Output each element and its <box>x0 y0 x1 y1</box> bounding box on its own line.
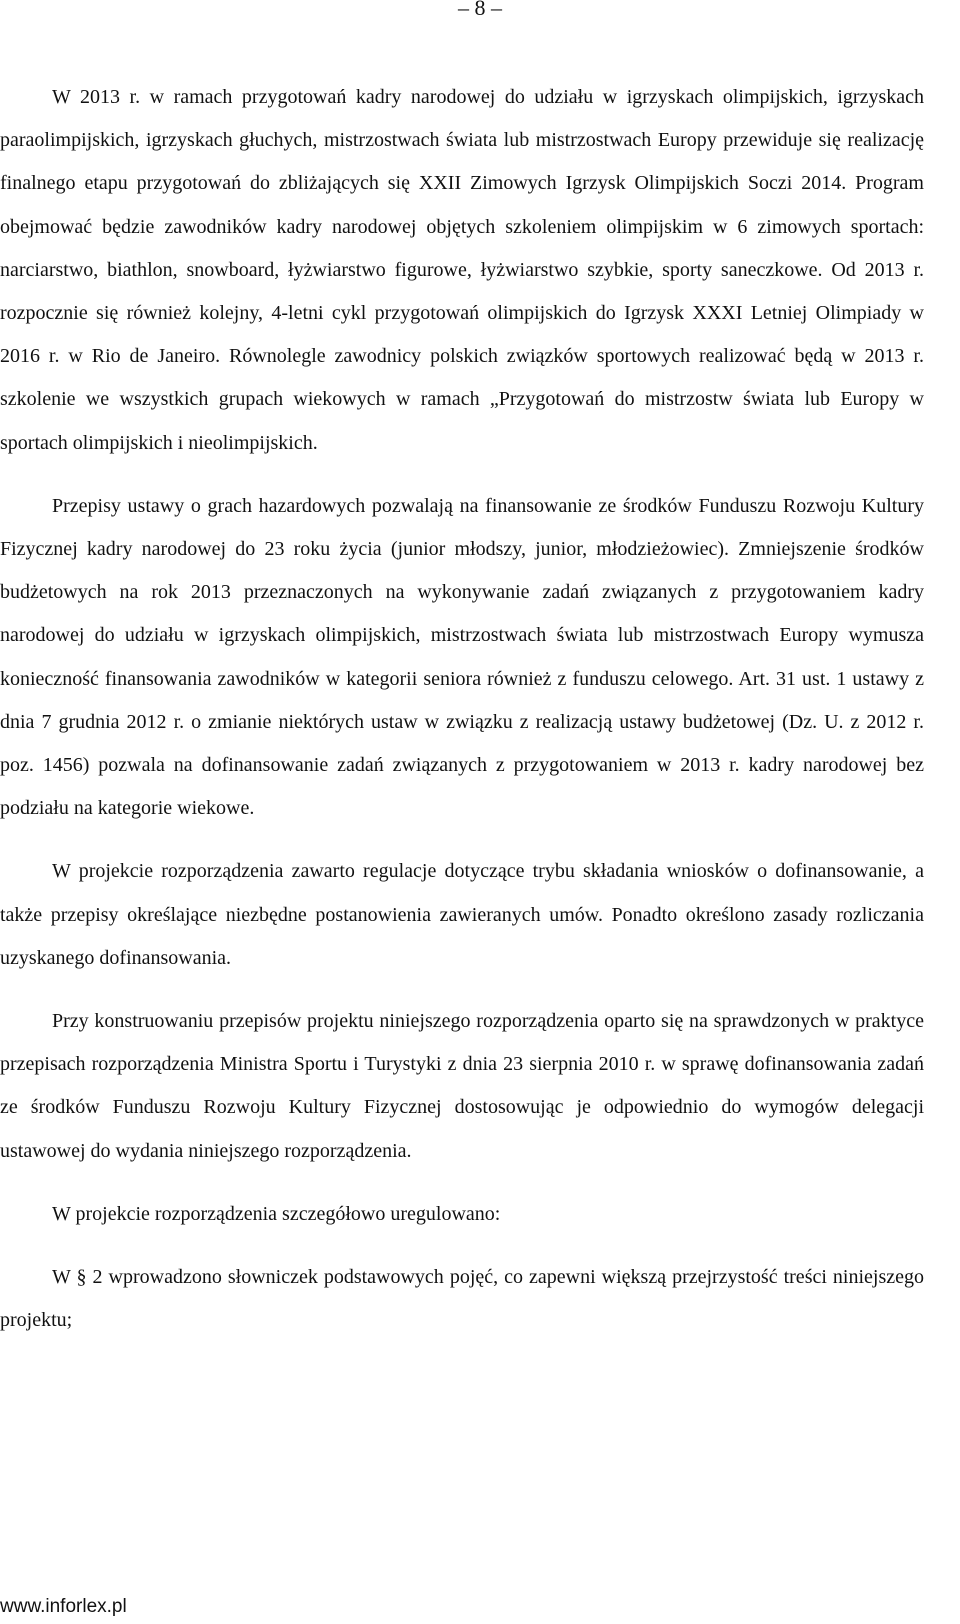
paragraph-gambling-act-funding: Przepisy ustawy o grach hazardowych pozwalają na finansowanie ze środków Funduszu Rozwoju Kultury Fizycznej kadry narodowej do 23 roku życia (junior młodszy, junior, młodzieżowiec). Zmniejszenie środków budżetowych na rok 2013 przeznaczonych na wykonywanie zadań związanych z przygotowaniem kadry narodowej do udziału w igrzyskach olimpijskich, mistrzostwach świata lub mistrzostwach Europy wymusza konieczność finansowania zawodników w kategorii seniora również z funduszu celowego. Art. 31 ust. 1 ustawy z dnia 7 grudnia 2012 r. o zmianie niektórych ustaw w związku z realizacją ustawy budżetowej (Dz. U. z 2012 r. poz. 1456) pozwala na dofinansowanie zadań związanych z przygotowaniem w 2013 r. kadry narodowej bez podziału na kategorie wiekowe. <box>0 494 924 820</box>
page-number: – 8 – <box>458 0 502 20</box>
paragraph-detailed-regulation-intro: W projekcie rozporządzenia szczegółowo uregulowano: <box>52 1202 501 1225</box>
paragraph-section-2-glossary: W § 2 wprowadzono słowniczek podstawowych pojęć, co zapewni większą przejrzystość treści niniejszego projektu; <box>0 1266 924 1332</box>
paragraph-previous-regulation: Przy konstruowaniu przepisów projektu niniejszego rozporządzenia oparto się na sprawdzonych w praktyce przepisach rozporządzenia Ministra Sportu i Turystyki z dnia 23 sierpnia 2010 r. w sprawę dofinansowania zadań ze środków Funduszu Rozwoju Kultury Fizycznej dostosowując je odpowiednio do wymogów delegacji ustawowej do wydania niniejszego rozporządzenia. <box>0 1010 924 1162</box>
paragraph-preparations-2013: W 2013 r. w ramach przygotowań kadry narodowej do udziału w igrzyskach olimpijskich, igrzyskach paraolimpijskich, igrzyskach głuchych, mistrzostwach świata lub mistrzostwach Europy przewiduje się realizację finalnego etapu przygotowań do zbliżających się XXII Zimowych Igrzysk Olimpijskich Soczi 2014. Program obejmować będzie zawodników kadry narodowej objętych szkoleniem olimpijskim w 6 zimowych sportach: narciarstwo, biathlon, snowboard, łyżwiarstwo figurowe, łyżwiarstwo szybkie, sporty saneczkowe. Od 2013 r. rozpocznie się również kolejny, 4-letni cykl przygotowań olimpijskich do Igrzysk XXXI Letniej Olimpiady w 2016 r. w Rio de Janeiro. Równolegle zawodnicy polskich związków sportowych realizować będą w 2013 r. szkolenie we wszystkich grupach wiekowych w ramach „Przygotowań do mistrzostw świata lub Europy w sportach olimpijskich i nieolimpijskich. <box>0 86 924 454</box>
footer-source-link[interactable]: www.inforlex.pl <box>0 1596 127 1617</box>
document-body <box>0 76 924 1362</box>
paragraph-application-procedure: W projekcie rozporządzenia zawarto regulacje dotyczące trybu składania wniosków o dofinansowanie, a także przepisy określające niezbędne postanowienia zawieranych umów. Ponadto określono zasady rozliczania uzyskanego dofinansowania. <box>0 860 924 969</box>
